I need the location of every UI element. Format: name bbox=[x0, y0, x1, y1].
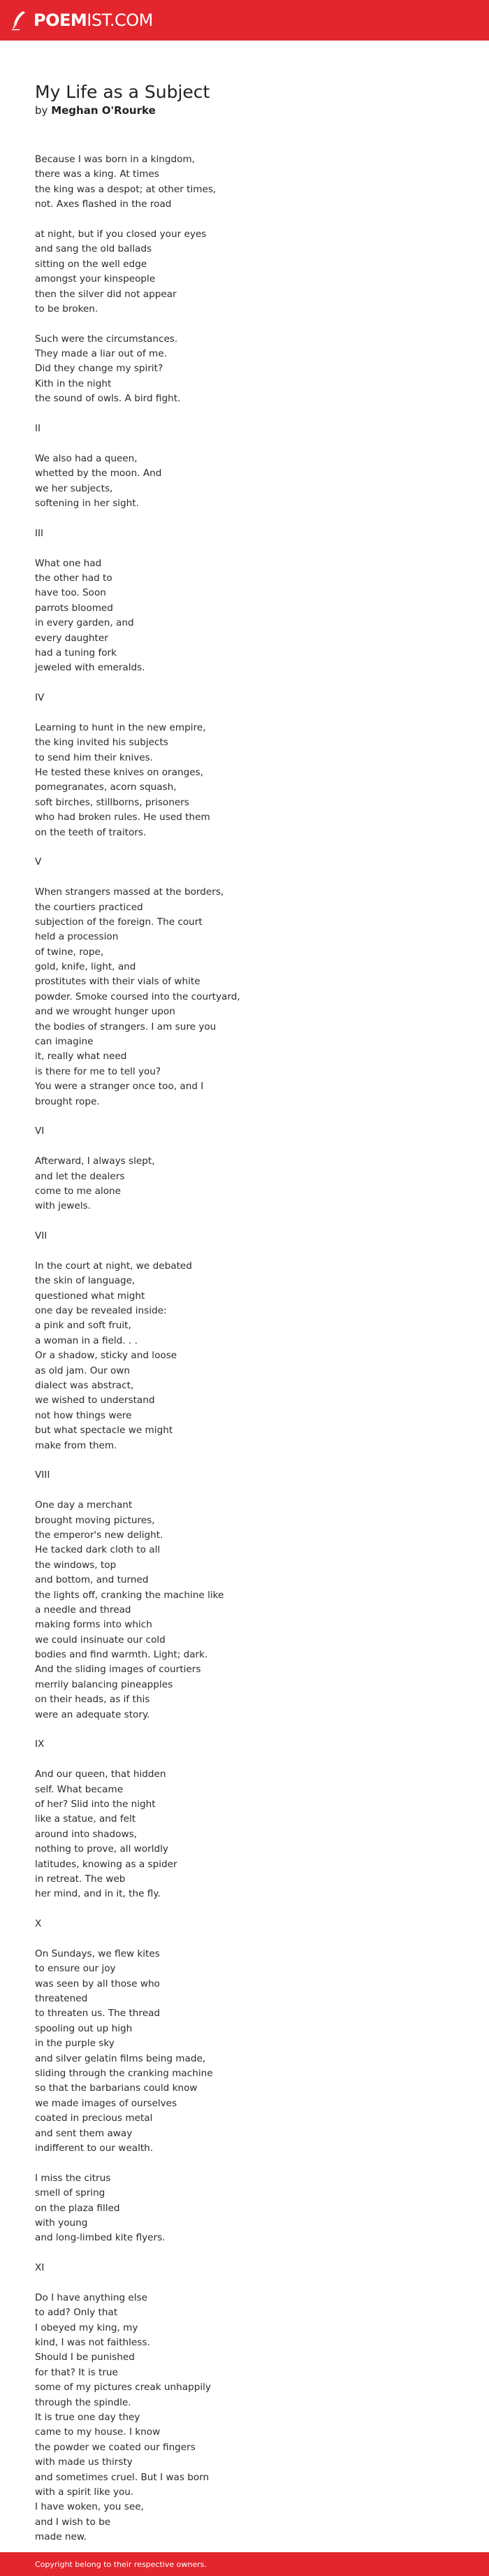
poem-line: jeweled with emeralds. bbox=[35, 662, 145, 674]
poem-line: III bbox=[35, 527, 44, 539]
poem-line: and silver gelatin films being made, bbox=[35, 2052, 206, 2064]
poem-line: VI bbox=[35, 1125, 45, 1137]
site-footer bbox=[0, 2552, 489, 2576]
poem-line: In the court at night, we debated bbox=[35, 1260, 192, 1272]
poem-line: Should I be punished bbox=[35, 2352, 135, 2363]
poem-line: X bbox=[35, 1918, 42, 1930]
stanza-break bbox=[35, 407, 454, 422]
poem-line: then the silver did not appear bbox=[35, 288, 177, 300]
poem-line: so that the barbarians could know bbox=[35, 2082, 198, 2094]
poem-line: Such were the circumstances. bbox=[35, 333, 178, 345]
stanza-break bbox=[35, 2156, 454, 2171]
poem-line: XI bbox=[35, 2262, 45, 2274]
poem-line: the powder we coated our fingers bbox=[35, 2441, 196, 2453]
poem-line: We also had a queen, bbox=[35, 452, 138, 464]
poem-line: on their heads, as if this bbox=[35, 1694, 150, 1706]
poem-line: the bodies of strangers. I am sure you bbox=[35, 1021, 217, 1032]
poem-line: smell of spring bbox=[35, 2187, 105, 2199]
poem-line: can imagine bbox=[35, 1036, 94, 1048]
poem-line: were an adequate story. bbox=[35, 1708, 150, 1720]
stanza-break bbox=[35, 2275, 454, 2290]
poem-line: in retreat. The web bbox=[35, 1873, 126, 1885]
site-header bbox=[0, 0, 489, 41]
poem-line: And our queen, that hidden bbox=[35, 1769, 166, 1780]
poem-line: One day a merchant bbox=[35, 1499, 133, 1511]
poem-article bbox=[35, 81, 454, 2545]
copyright-notice: Copyright belong to their respective owners. bbox=[35, 2559, 207, 2569]
poem-line: the windows, top bbox=[35, 1559, 117, 1571]
poem-line: had a tuning fork bbox=[35, 647, 117, 659]
poem-line: and sang the old ballads bbox=[35, 243, 152, 255]
poem-line: we could insinuate our cold bbox=[35, 1634, 166, 1646]
poem-line: self. What became bbox=[35, 1783, 124, 1795]
poem-line: at night, but if you closed your eyes bbox=[35, 228, 207, 240]
poem-line: we made images of ourselves bbox=[35, 2097, 177, 2109]
poem-line: Because I was born in a kingdom, bbox=[35, 154, 196, 165]
stanza-break bbox=[35, 1109, 454, 1124]
poem-line: indifferent to our wealth. bbox=[35, 2142, 154, 2154]
poem-line: subjection of the foreign. The court bbox=[35, 916, 203, 928]
poem-line: On Sundays, we flew kites bbox=[35, 1948, 160, 1959]
poem-line: was seen by all those who bbox=[35, 1978, 160, 1989]
poem-line: on the teeth of traitors. bbox=[35, 826, 147, 838]
site-logo[interactable] bbox=[10, 10, 153, 31]
poem-line: and I wish to be bbox=[35, 2516, 111, 2528]
poem-line: pomegranates, acorn squash, bbox=[35, 782, 177, 793]
poem-line: is there for me to tell you? bbox=[35, 1065, 161, 1077]
poem-line: sliding through the cranking machine bbox=[35, 2068, 213, 2079]
poem-line: Do I have anything else bbox=[35, 2291, 147, 2303]
poem-line: dialect was abstract, bbox=[35, 1380, 134, 1392]
poem-line: What one had bbox=[35, 557, 102, 569]
poem-line: sitting on the well edge bbox=[35, 258, 147, 270]
stanza-break bbox=[35, 1931, 454, 1946]
stanza-break bbox=[35, 1453, 454, 1468]
wordmark-light: IST.COM bbox=[87, 10, 153, 30]
poem-line: as old jam. Our own bbox=[35, 1365, 131, 1376]
stanza-break bbox=[35, 705, 454, 720]
poem-line: around into shadows, bbox=[35, 1828, 137, 1840]
poem-line: questioned what might bbox=[35, 1290, 145, 1302]
poem-line: some of my pictures creak unhappily bbox=[35, 2382, 211, 2394]
poem-line: and sent them away bbox=[35, 2127, 133, 2139]
poem-line: with jewels. bbox=[35, 1200, 91, 1212]
poem-line: And the sliding images of courtiers bbox=[35, 1664, 201, 1676]
poem-line: but what spectacle we might bbox=[35, 1425, 173, 1437]
poem-line: soft birches, stillborns, prisoners bbox=[35, 796, 189, 808]
stanza-break bbox=[35, 511, 454, 526]
stanza-break bbox=[35, 676, 454, 691]
stanza-break bbox=[35, 317, 454, 331]
poem-line: every daughter bbox=[35, 632, 108, 644]
poem-line: held a procession bbox=[35, 931, 119, 943]
poem-line: not. Axes flashed in the road bbox=[35, 199, 172, 210]
poem-line: her mind, and in it, the fly. bbox=[35, 1888, 161, 1900]
poem-line: to threaten us. The thread bbox=[35, 2008, 161, 2020]
stanza-break bbox=[35, 1902, 454, 1917]
poem-line: and let the dealers bbox=[35, 1170, 125, 1182]
poem-line: parrots bloomed bbox=[35, 602, 113, 614]
poem-line: making forms into which bbox=[35, 1619, 152, 1631]
poem-line: Learning to hunt in the new empire, bbox=[35, 721, 206, 733]
poem-line: a needle and thread bbox=[35, 1604, 131, 1616]
stanza-break bbox=[35, 870, 454, 885]
site-wordmark bbox=[34, 10, 153, 30]
poem-line: we wished to understand bbox=[35, 1395, 155, 1406]
poem-line: It is true one day they bbox=[35, 2411, 140, 2423]
wordmark-bold: POEM bbox=[34, 10, 87, 30]
poem-line: amongst your kinspeople bbox=[35, 273, 156, 285]
poem-line: powder. Smoke coursed into the courtyard, bbox=[35, 991, 240, 1002]
byline-prefix: by bbox=[35, 104, 48, 117]
poem-line: the emperor's new delight. bbox=[35, 1529, 163, 1541]
poem-line: IV bbox=[35, 692, 45, 704]
poem-line: whetted by the moon. And bbox=[35, 468, 162, 480]
poem-line: the king was a despot; at other times, bbox=[35, 183, 217, 195]
poem-line: the courtiers practiced bbox=[35, 901, 143, 913]
poem-line: who had broken rules. He used them bbox=[35, 812, 210, 823]
poem-line: kind, I was not faithless. bbox=[35, 2337, 150, 2349]
poem-line: through the spindle. bbox=[35, 2396, 131, 2408]
poem-line: make from them. bbox=[35, 1439, 117, 1451]
poem-line: He tacked dark cloth to all bbox=[35, 1544, 161, 1556]
poem-line: there was a king. At times bbox=[35, 168, 159, 180]
poem-line: the king invited his subjects bbox=[35, 737, 168, 749]
stanza-break bbox=[35, 213, 454, 227]
poem-line: of her? Slid into the night bbox=[35, 1798, 156, 1810]
poem-line: brought moving pictures, bbox=[35, 1514, 155, 1526]
stanza-break bbox=[35, 1722, 454, 1737]
poem-line: like a statue, and felt bbox=[35, 1813, 136, 1825]
poem-line: in every garden, and bbox=[35, 617, 134, 629]
poem-line: They made a liar out of me. bbox=[35, 348, 167, 360]
stanza-break bbox=[35, 1244, 454, 1259]
poem-line: II bbox=[35, 423, 41, 435]
poem-line: the other had to bbox=[35, 572, 112, 584]
poem-line: the sound of owls. A bird fight. bbox=[35, 393, 181, 405]
poem-line: I have woken, you see, bbox=[35, 2501, 144, 2513]
poem-line: to send him their knives. bbox=[35, 751, 154, 763]
stanza-break bbox=[35, 1753, 454, 1767]
poem-line: nothing to prove, all worldly bbox=[35, 1843, 168, 1855]
poem-line: IX bbox=[35, 1739, 45, 1750]
stanza-break bbox=[35, 541, 454, 556]
poem-line: with a spirit like you. bbox=[35, 2486, 134, 2498]
poem-line: a pink and soft fruit, bbox=[35, 1320, 131, 1332]
poem-line: came to my house. I know bbox=[35, 2426, 161, 2438]
poem-line: with young bbox=[35, 2217, 88, 2229]
poem-line: threatened bbox=[35, 1993, 88, 2005]
poem-line: Kith in the night bbox=[35, 377, 112, 389]
poem-line: spooling out up high bbox=[35, 2022, 133, 2034]
poem-line: the skin of language, bbox=[35, 1275, 136, 1287]
poem-line: to be broken. bbox=[35, 303, 98, 315]
poem-line: merrily balancing pineapples bbox=[35, 1678, 173, 1690]
poem-line: a woman in a field. . . bbox=[35, 1334, 138, 1346]
author-link[interactable]: Meghan O'Rourke bbox=[51, 104, 156, 117]
poem-line: with made us thirsty bbox=[35, 2456, 133, 2468]
poem-line: brought rope. bbox=[35, 1095, 100, 1107]
poem-line: I obeyed my king, my bbox=[35, 2322, 138, 2333]
stanza-break bbox=[35, 1483, 454, 1498]
poem-line: You were a stranger once too, and I bbox=[35, 1081, 204, 1093]
poem-line: made new. bbox=[35, 2531, 87, 2543]
poem-line: on the plaza filled bbox=[35, 2202, 120, 2214]
poem-line: bodies and find warmth. Light; dark. bbox=[35, 1649, 208, 1661]
stanza-break bbox=[35, 1214, 454, 1229]
stanza-break bbox=[35, 436, 454, 451]
poem-line: When strangers massed at the borders, bbox=[35, 886, 224, 898]
poem-line: it, really what need bbox=[35, 1051, 127, 1063]
poem-line: softening in her sight. bbox=[35, 497, 139, 509]
poem-line: and we wrought hunger upon bbox=[35, 1006, 175, 1018]
poem-line: come to me alone bbox=[35, 1185, 122, 1197]
poem-line: in the purple sky bbox=[35, 2038, 115, 2050]
poem-line: to add? Only that bbox=[35, 2307, 118, 2319]
poem-line: Or a shadow, sticky and loose bbox=[35, 1350, 177, 1362]
poem-line: we her subjects, bbox=[35, 482, 113, 494]
poem-line: coated in precious metal bbox=[35, 2113, 153, 2124]
poem-line: VII bbox=[35, 1230, 48, 1242]
stanza-break bbox=[35, 2246, 454, 2261]
poem-title: My Life as a Subject bbox=[35, 82, 210, 102]
poem-body bbox=[35, 152, 454, 2545]
poem-line: one day be revealed inside: bbox=[35, 1305, 167, 1317]
poem-line: gold, knife, light, and bbox=[35, 961, 136, 973]
poem-line: Did they change my spirit? bbox=[35, 363, 163, 375]
stanza-break bbox=[35, 1139, 454, 1154]
poem-line: to ensure our joy bbox=[35, 1963, 116, 1975]
poem-line: prostitutes with their vials of white bbox=[35, 976, 200, 988]
poem-line: have too. Soon bbox=[35, 587, 106, 599]
poem-line: and bottom, and turned bbox=[35, 1574, 149, 1586]
poem-line: and long-limbed kite flyers. bbox=[35, 2232, 166, 2244]
poem-line: V bbox=[35, 856, 42, 868]
poem-line: Afterward, I always slept, bbox=[35, 1156, 155, 1167]
poem-line: and sometimes cruel. But I was born bbox=[35, 2471, 210, 2483]
poem-line: He tested these knives on oranges, bbox=[35, 767, 203, 779]
stanza-break bbox=[35, 840, 454, 855]
poem-line: latitudes, knowing as a spider bbox=[35, 1858, 177, 1870]
poem-line: of twine, rope, bbox=[35, 946, 104, 958]
poem-line: the lights off, cranking the machine like bbox=[35, 1589, 224, 1601]
poem-line: not how things were bbox=[35, 1409, 132, 1421]
poem-line: I miss the citrus bbox=[35, 2172, 111, 2184]
poem-line: for that? It is true bbox=[35, 2366, 118, 2378]
byline bbox=[35, 103, 454, 117]
quill-pen-icon bbox=[10, 10, 28, 31]
poem-line: VIII bbox=[35, 1469, 50, 1481]
